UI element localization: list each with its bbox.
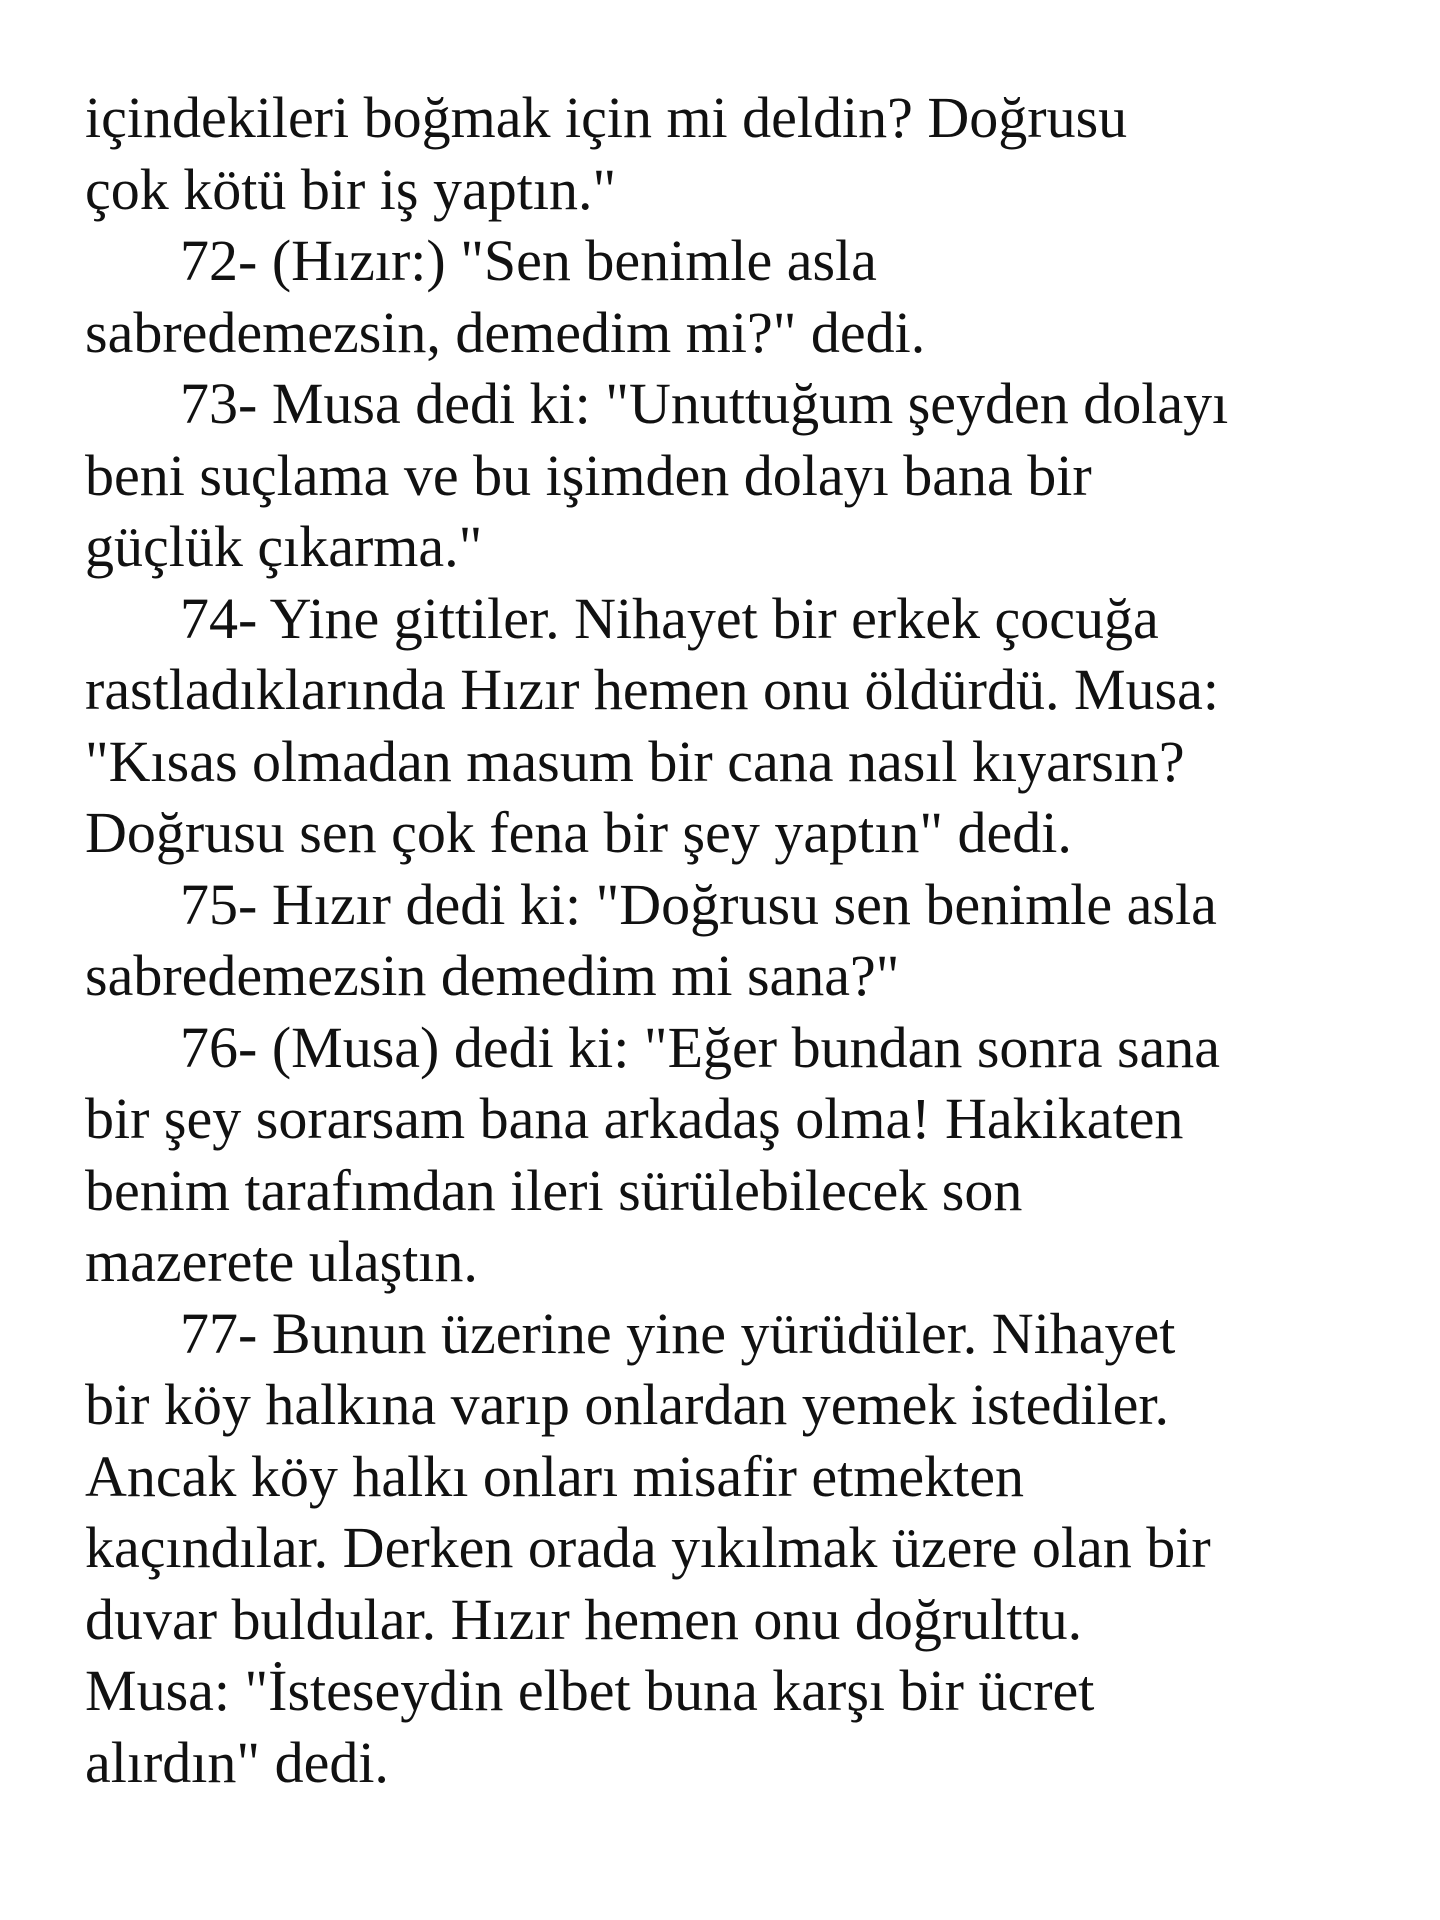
text-line: 72- (Hızır:) "Sen benimle asla	[180, 228, 877, 293]
text-line: çok kötü bir iş yaptın."	[85, 156, 617, 222]
text-line: benim tarafımdan ileri sürülebilecek son	[85, 1157, 1023, 1223]
text-line: beni suçlama ve bu işimden dolayı bana bir	[85, 442, 1092, 508]
text-line: bir köy halkına varıp onlardan yemek istediler.	[85, 1372, 1169, 1437]
text-line: mazerete ulaştın.	[85, 1229, 478, 1294]
text-line: Doğrusu sen çok fena bir şey yaptın" dedi.	[85, 800, 1072, 865]
text-line: 74- Yine gittiler. Nihayet bir erkek çocuğa	[180, 585, 1159, 651]
text-line: bir şey sorarsam bana arkadaş olma! Hakikaten	[85, 1086, 1184, 1151]
text-line: kaçındılar. Derken orada yıkılmak üzere olan bir	[85, 1515, 1211, 1580]
text-line: 77- Bunun üzerine yine yürüdüler. Nihayet	[180, 1300, 1176, 1366]
text-line: alırdın" dedi.	[85, 1729, 389, 1795]
text-line: sabredemezsin, demedim mi?" dedi.	[85, 299, 926, 365]
text-line: Ancak köy halkı onları misafir etmekten	[85, 1443, 1024, 1509]
text-line: sabredemezsin demedim mi sana?"	[85, 943, 900, 1008]
text-line: rastladıklarında Hızır hemen onu öldürdü. Musa:	[85, 657, 1219, 722]
text-line: 76- (Musa) dedi ki: "Eğer bundan sonra sana	[180, 1014, 1221, 1080]
text-line: 75- Hızır dedi ki: "Doğrusu sen benimle asla	[180, 871, 1217, 937]
text-line: "Kısas olmadan masum bir cana nasıl kıyarsın?	[85, 728, 1185, 794]
text-line: duvar buldular. Hızır hemen onu doğrulttu.	[85, 1586, 1083, 1652]
text-line: içindekileri boğmak için mi deldin? Doğrusu	[85, 85, 1128, 150]
document-page	[85, 82, 1405, 1798]
text-line: Musa: "İsteseydin elbet buna karşı bir ücret	[85, 1658, 1095, 1723]
text-line: güçlük çıkarma."	[85, 514, 483, 579]
text-line: 73- Musa dedi ki: "Unuttuğum şeyden dolayı	[180, 371, 1229, 436]
